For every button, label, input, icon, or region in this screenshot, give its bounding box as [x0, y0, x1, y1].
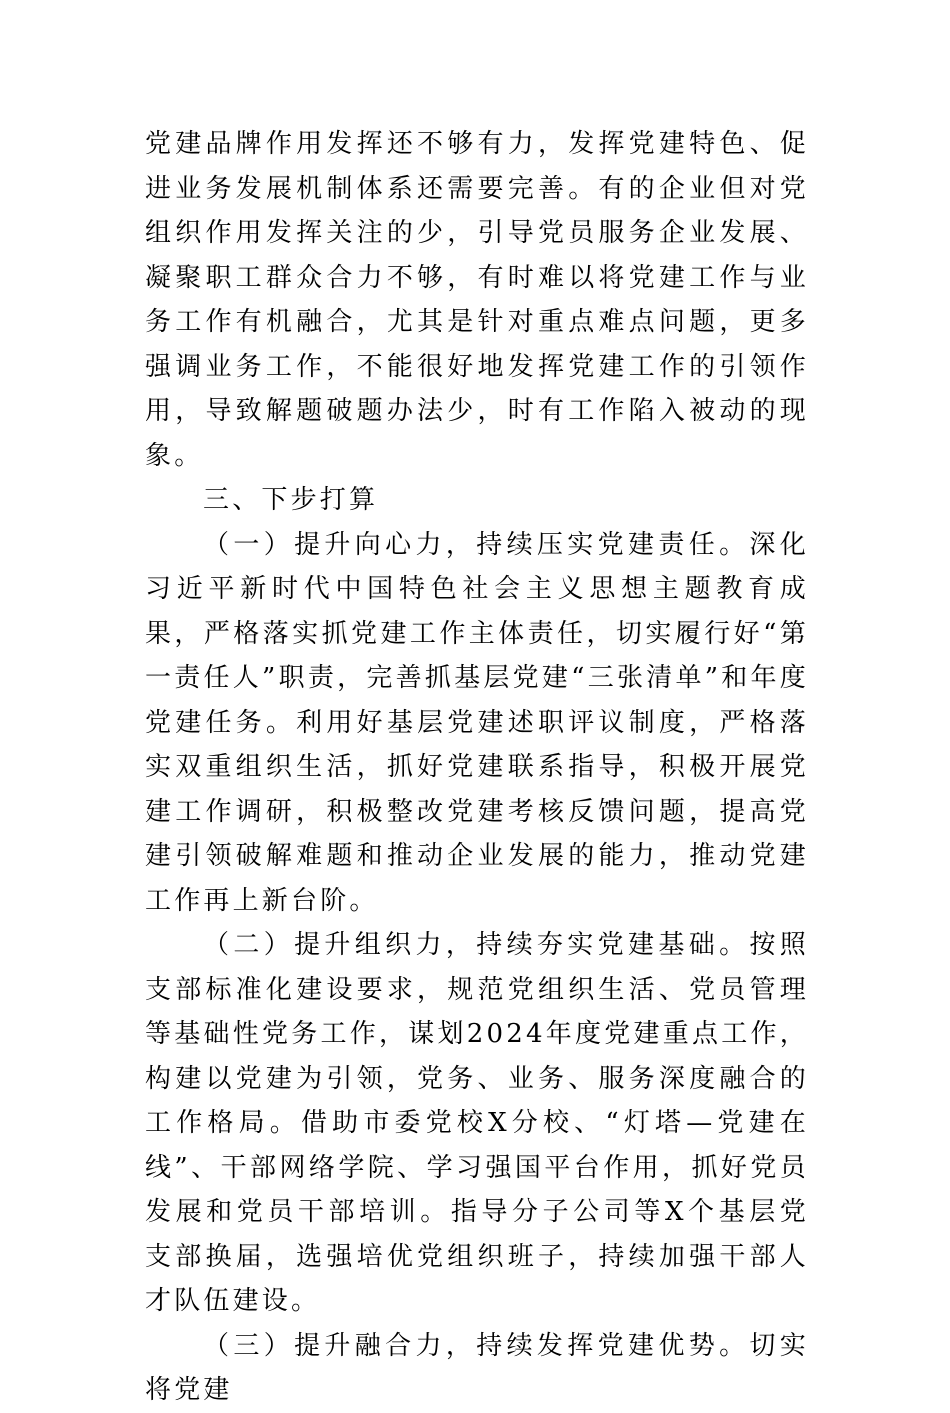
paragraph-item-1: （一）提升向心力，持续压实党建责任。深化习近平新时代中国特色社会主义思想主题教育成果，严格落实抓党建工作主体责任，切实履行好“第一责任人”职责，完善抓基层党建“三张清单”和年度党建任务。利用好基层党建述职评议制度，严格落实双重组织生活，抓好党建联系指导，积极开展党建工作调研，积极整改党建考核反馈问题，提高党建引领破解难题和推动企业发展的能力，推动党建工作再上新台阶。	[145, 529, 809, 916]
paragraph-item-3: （三）提升融合力，持续发挥党建优势。切实将党建	[145, 1330, 809, 1405]
section-heading: 三、下步打算	[203, 485, 379, 515]
paragraph-item-2: （二）提升组织力，持续夯实党建基础。按照支部标准化建设要求，规范党组织生活、党员管理等基础性党务工作，谋划2024年度党建重点工作，构建以党建为引领，党务、业务、服务深度融合的工作格局。借助市委党校X分校、“灯塔—党建在线”、干部网络学院、学习强国平台作用，抓好党员发展和党员干部培训。指导分子公司等X个基层党支部换届，选强培优党组织班子，持续加强干部人才队伍建设。	[145, 930, 809, 1316]
document-body	[145, 122, 809, 1413]
paragraph-continuation: 党建品牌作用发挥还不够有力，发挥党建特色、促进业务发展机制体系还需要完善。有的企业但对党组织作用发挥关注的少，引导党员服务企业发展、凝聚职工群众合力不够，有时难以将党建工作与业务工作有机融合，尤其是针对重点难点问题，更多强调业务工作，不能很好地发挥党建工作的引领作用，导致解题破题办法少，时有工作陷入被动的现象。	[145, 129, 809, 471]
